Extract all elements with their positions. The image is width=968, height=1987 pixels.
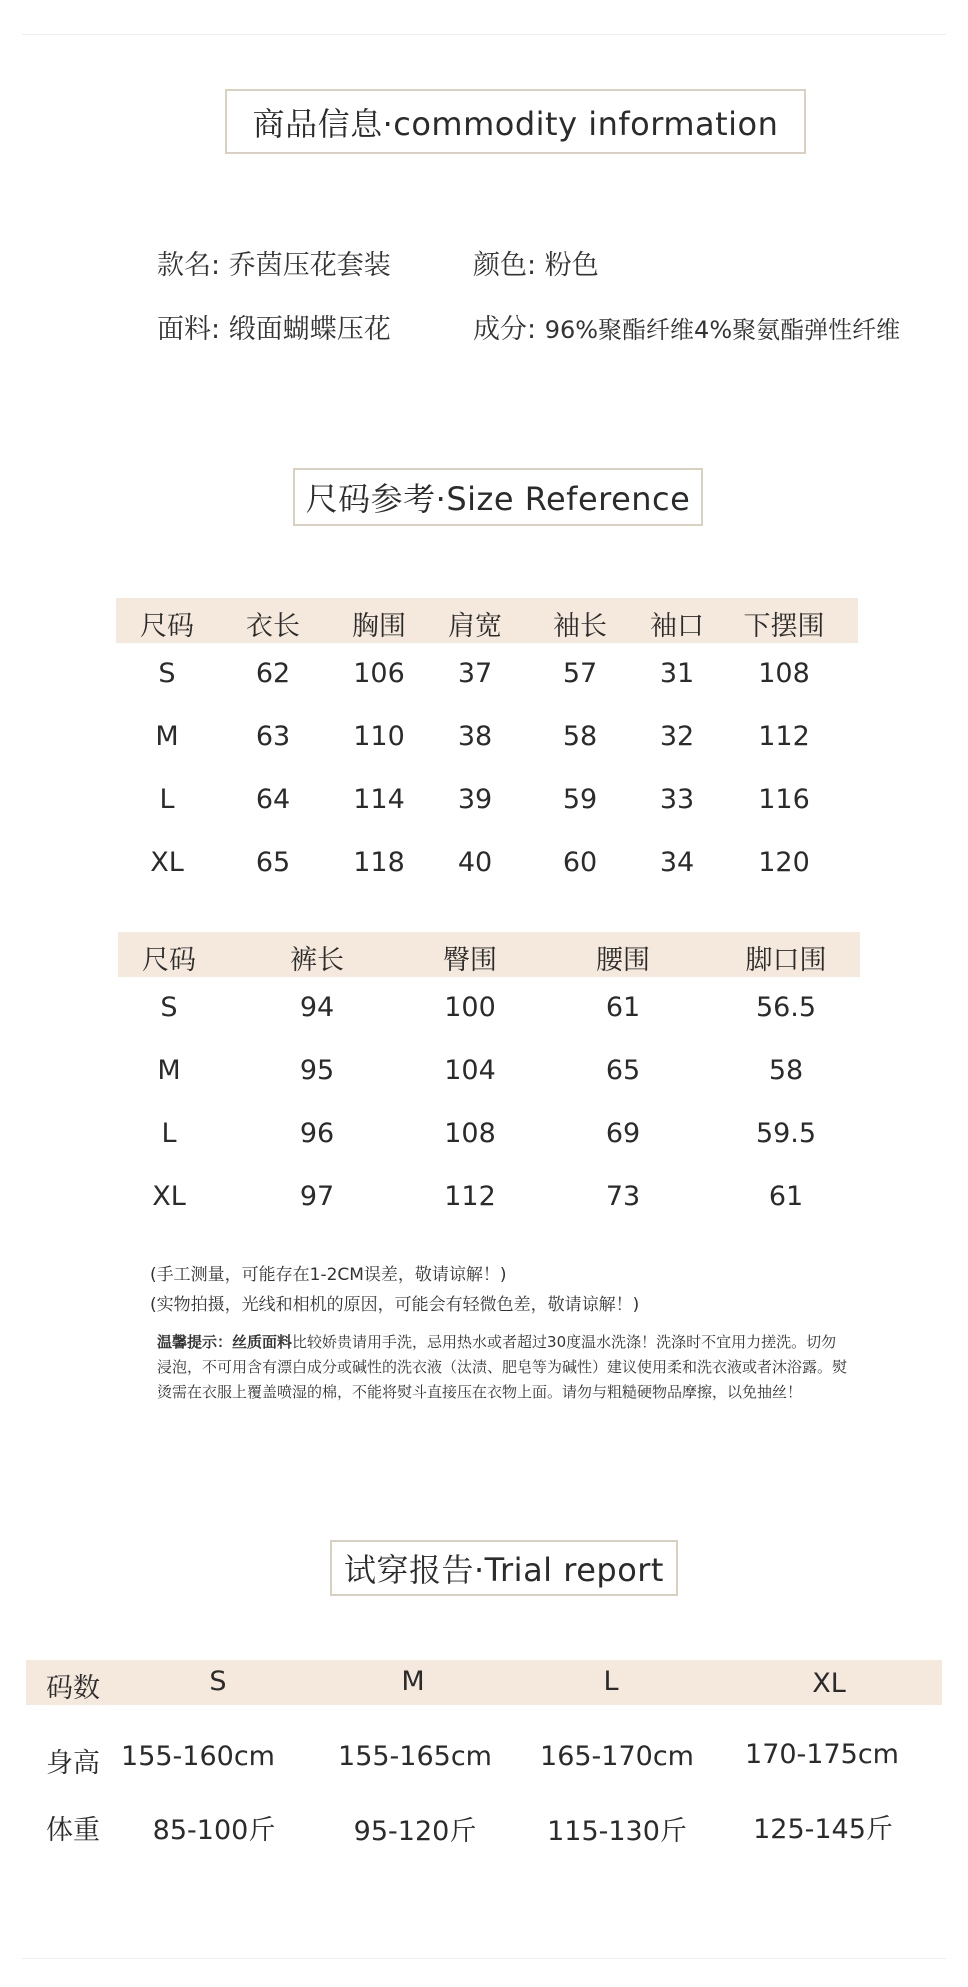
header-cell: 码数 — [46, 1673, 100, 1704]
header-cell: 下摆围 — [743, 611, 825, 642]
style-name-label: 款名: — [157, 250, 221, 281]
trial-report-table-header — [26, 1660, 942, 1705]
commodity-section-title: 商品信息·commodity information — [225, 89, 806, 154]
header-cell: 尺码 — [140, 611, 194, 642]
top-size-table-header — [116, 598, 858, 643]
table-cell: 108 — [758, 658, 810, 689]
table-cell: 97 — [299, 1181, 335, 1212]
table-cell: 96 — [299, 1118, 335, 1149]
table-cell: 155-165cm — [338, 1741, 492, 1772]
pants-size-table-header — [118, 932, 860, 977]
table-cell: 31 — [659, 658, 695, 689]
header-cell: 裤长 — [290, 945, 344, 976]
bottom-divider — [22, 1958, 946, 1959]
fabric-row — [157, 307, 391, 346]
measurement-note: (手工测量，可能存在1-2CM误差，敬请谅解！) — [150, 1265, 507, 1285]
table-cell: 58 — [562, 721, 598, 752]
header-cell: 尺码 — [142, 945, 196, 976]
composition-value: 96%聚酯纤维4%聚氨酯弹性纤维 — [544, 316, 901, 344]
header-cell: 胸围 — [352, 611, 406, 642]
color-value: 粉色 — [544, 250, 599, 281]
table-cell: 125-145斤 — [753, 1814, 893, 1845]
table-cell: 100 — [444, 992, 496, 1023]
table-cell: 64 — [255, 784, 291, 815]
table-cell: 95-120斤 — [353, 1816, 477, 1847]
table-cell: 104 — [444, 1055, 496, 1086]
table-cell: 65 — [605, 1055, 641, 1086]
table-cell: 身高 — [46, 1748, 100, 1779]
table-cell: 112 — [758, 721, 810, 752]
pants-size-table — [118, 932, 860, 1222]
table-cell: 165-170cm — [540, 1741, 694, 1772]
table-cell: 56.5 — [755, 992, 817, 1023]
fabric-value: 缎面蝴蝶压花 — [228, 314, 391, 345]
table-cell: 33 — [659, 784, 695, 815]
header-cell: 脚口围 — [745, 945, 827, 976]
header-cell: M — [401, 1666, 425, 1697]
table-cell: M — [155, 721, 179, 752]
table-cell: 60 — [562, 847, 598, 878]
table-cell: 体重 — [46, 1815, 100, 1846]
care-tip-text: 比较娇贵请用手洗，忌用热水或者超过30度温水洗涤！洗涤时不宜用力搓洗。切勿浸泡，不可用含有漂白成分或碱性的洗衣液（汰渍、肥皂等为碱性）建议使用柔和洗衣液或者沐浴露。熨烫需在衣服上覆盖喷湿的棉，不能将熨斗直接压在衣物上面。请勿与粗糙硬物品摩擦，以免抽丝！ — [157, 1333, 848, 1401]
header-cell: 衣长 — [246, 611, 300, 642]
color-label: 颜色: — [473, 250, 537, 281]
table-cell: L — [161, 1118, 177, 1149]
header-cell: L — [603, 1666, 619, 1697]
table-cell: 115-130斤 — [547, 1816, 687, 1847]
composition-row — [473, 307, 900, 346]
header-cell: 腰围 — [596, 945, 650, 976]
table-cell: L — [159, 784, 175, 815]
table-cell: 59.5 — [755, 1118, 817, 1149]
table-cell: 59 — [562, 784, 598, 815]
table-cell: S — [158, 658, 176, 689]
care-tip-label: 温馨提示： — [157, 1333, 233, 1351]
table-cell: 32 — [659, 721, 695, 752]
composition-label: 成分: — [473, 314, 537, 345]
table-cell: 34 — [659, 847, 695, 878]
table-cell: 118 — [353, 847, 405, 878]
table-cell: 112 — [444, 1181, 496, 1212]
table-cell: 69 — [605, 1118, 641, 1149]
size-section-title: 尺码参考·Size Reference — [293, 468, 703, 526]
table-cell: 40 — [457, 847, 493, 878]
header-cell: 臀围 — [443, 945, 497, 976]
table-cell: 61 — [605, 992, 641, 1023]
table-cell: S — [160, 992, 178, 1023]
header-cell: 肩宽 — [448, 611, 502, 642]
table-cell: 85-100斤 — [152, 1815, 276, 1846]
table-cell: 39 — [457, 784, 493, 815]
header-cell: 袖长 — [553, 611, 607, 642]
table-cell: 170-175cm — [745, 1739, 899, 1770]
color-note: (实物拍摄，光线和相机的原因，可能会有轻微色差，敬请谅解！) — [150, 1295, 640, 1315]
table-cell: 114 — [353, 784, 405, 815]
care-tip-fabric: 丝质面料 — [232, 1333, 293, 1351]
table-cell: 65 — [255, 847, 291, 878]
top-size-table — [116, 598, 858, 888]
table-cell: 106 — [353, 658, 405, 689]
table-cell: 94 — [299, 992, 335, 1023]
table-cell: 37 — [457, 658, 493, 689]
trial-report-table — [26, 1660, 942, 1860]
table-cell: 38 — [457, 721, 493, 752]
table-cell: 155-160cm — [121, 1741, 275, 1772]
table-cell: 73 — [605, 1181, 641, 1212]
table-cell: 120 — [758, 847, 810, 878]
table-cell: 110 — [353, 721, 405, 752]
table-cell: 116 — [758, 784, 810, 815]
table-cell: 62 — [255, 658, 291, 689]
header-cell: XL — [812, 1668, 846, 1699]
table-cell: 95 — [299, 1055, 335, 1086]
style-name-row — [157, 243, 391, 282]
table-cell: 61 — [768, 1181, 804, 1212]
care-tip — [157, 1330, 847, 1405]
top-divider — [22, 34, 946, 35]
table-cell: M — [157, 1055, 181, 1086]
table-cell: 108 — [444, 1118, 496, 1149]
table-cell: XL — [150, 847, 184, 878]
header-cell: S — [209, 1666, 227, 1697]
table-cell: 58 — [768, 1055, 804, 1086]
table-cell: XL — [152, 1181, 186, 1212]
table-cell: 57 — [562, 658, 598, 689]
table-cell: 63 — [255, 721, 291, 752]
fabric-label: 面料: — [157, 314, 221, 345]
trial-section-title: 试穿报告·Trial report — [330, 1540, 678, 1596]
color-row — [473, 243, 599, 282]
style-name-value: 乔茵压花套装 — [228, 250, 391, 281]
header-cell: 袖口 — [650, 611, 704, 642]
